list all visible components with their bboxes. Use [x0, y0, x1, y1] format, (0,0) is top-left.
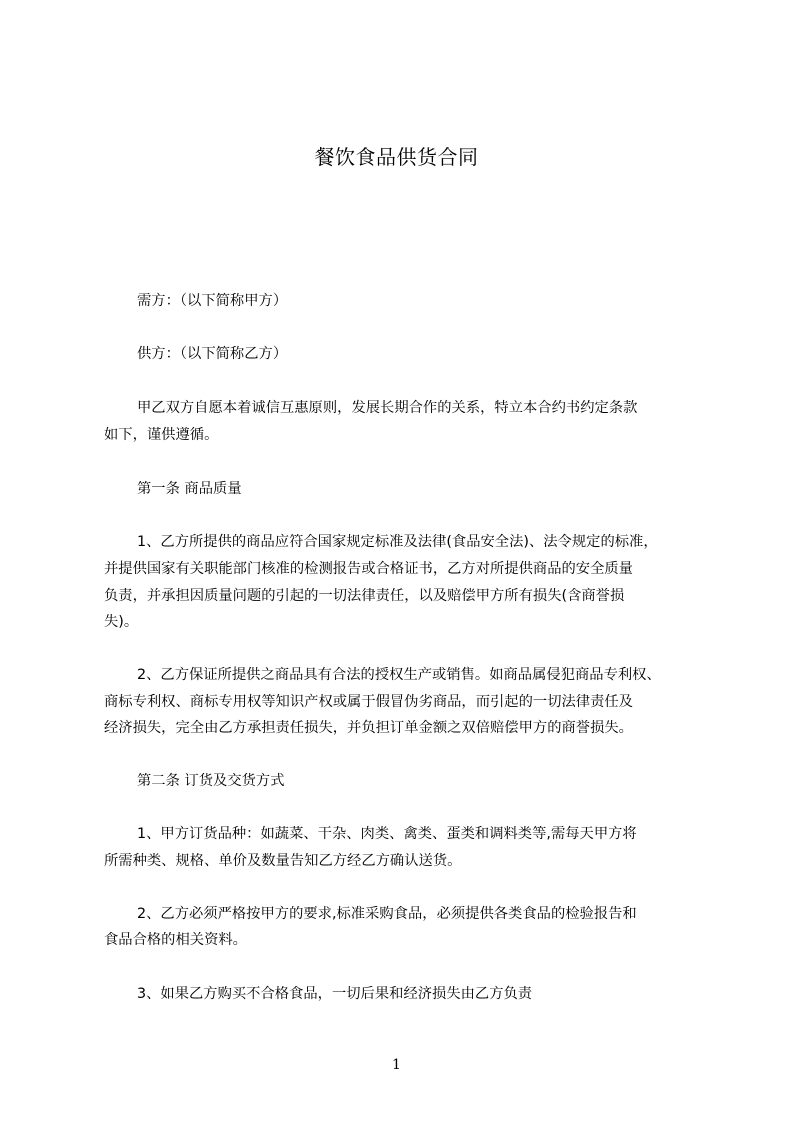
preamble-line-1: 甲乙双方自愿本着诚信互惠原则，发展长期合作的关系，特立本合约书约定条款 — [137, 400, 638, 416]
article-2-clause-3-line-1: 3、如果乙方购买不合格食品，一切后果和经济损失由乙方负责 — [137, 986, 533, 1002]
article-1-clause-1-line-1: 1、乙方所提供的商品应符合国家规定标准及法律(食品安全法)、法令规定的标准， — [137, 534, 658, 550]
article-1-clause-2-line-1: 2、乙方保证所提供之商品具有合法的授权生产或销售。如商品属侵犯商品专利权、 — [137, 667, 661, 683]
article-2-clause-1-line-1: 1、甲方订货品种：如蔬菜、干杂、肉类、禽类、蛋类和调料类等,需每天甲方将 — [137, 826, 637, 842]
article-2-heading: 第二条 订货及交货方式 — [137, 773, 285, 789]
article-1-clause-1-line-3: 负责，并承担因质量问题的引起的一切法律责任，以及赔偿甲方所有损失(含商誉损 — [104, 588, 625, 604]
article-2-clause-2-line-1: 2、乙方必须严格按甲方的要求,标准采购食品，必须提供各类食品的检验报告和 — [137, 906, 637, 922]
article-1-clause-1-line-4: 失)。 — [104, 614, 139, 630]
article-1-heading: 第一条 商品质量 — [137, 481, 242, 497]
article-2-clause-1-line-2: 所需种类、规格、单价及数量告知乙方经乙方确认送货。 — [104, 853, 462, 869]
preamble-line-2: 如下，谨供遵循。 — [104, 427, 219, 443]
article-1-clause-2-line-2: 商标专利权、商标专用权等知识产权或属于假冒伪劣商品，而引起的一切法律责任及 — [104, 694, 633, 710]
page-number: 1 — [392, 1057, 401, 1073]
article-1-clause-1-line-2: 并提供国家有关职能部门核准的检测报告或合格证书，乙方对所提供商品的安全质量 — [104, 561, 633, 577]
document-title: 餐饮食品供货合同 — [314, 145, 479, 169]
supplier-party-line: 供方：（以下简称乙方） — [137, 346, 288, 362]
buyer-party-line: 需方：（以下简称甲方） — [137, 293, 288, 309]
article-2-clause-2-line-2: 食品合格的相关资料。 — [104, 932, 247, 948]
article-1-clause-2-line-3: 经济损失，完全由乙方承担责任损失，并负担订单金额之双倍赔偿甲方的商誉损失。 — [104, 720, 633, 736]
